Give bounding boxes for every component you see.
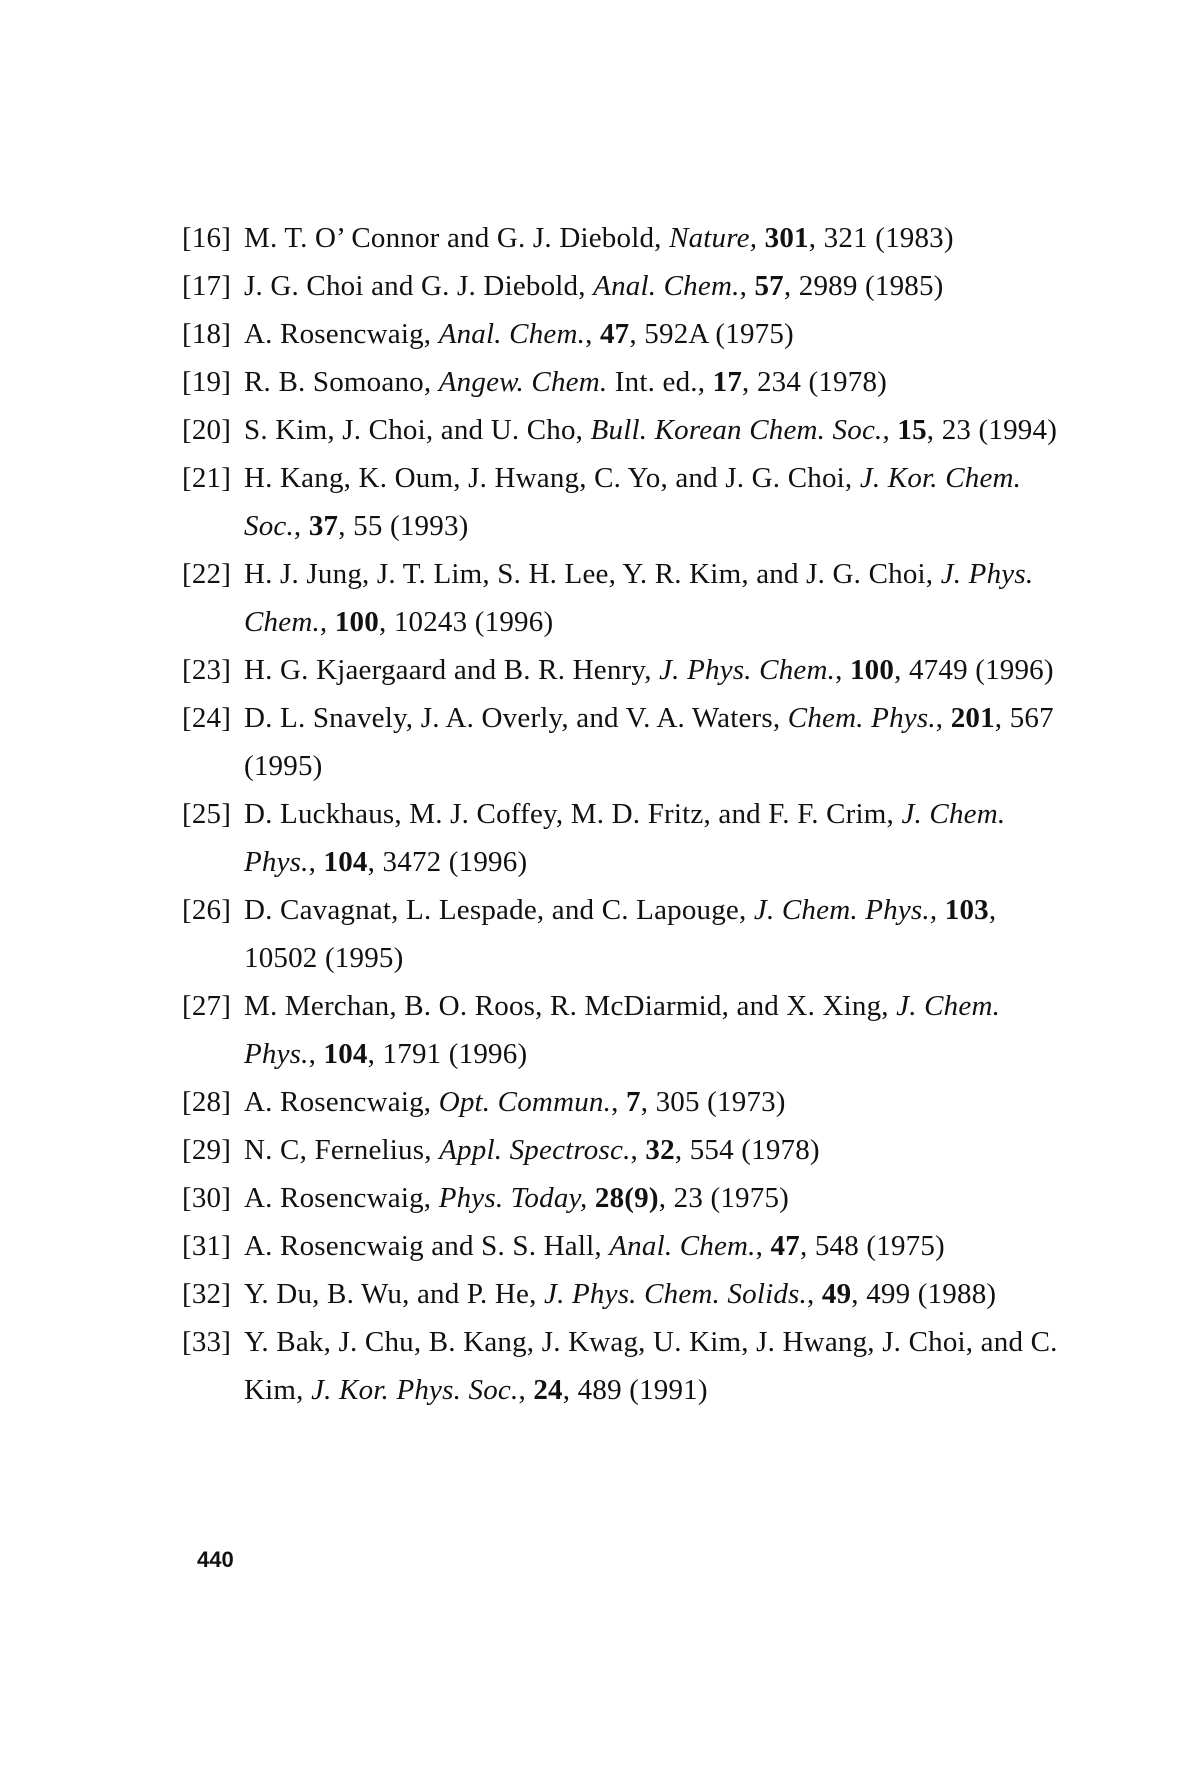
reference-text — [244, 1222, 1062, 1270]
reference-authors: M. Merchan, B. O. Roos, R. McDiarmid, and X. Xing, — [244, 990, 897, 1022]
reference-text — [244, 1318, 1062, 1414]
reference-authors: R. B. Somoano, — [244, 366, 439, 398]
reference-volume: 37 — [308, 510, 339, 542]
reference-volume: 104 — [323, 846, 368, 878]
reference-journal: Angew. Chem. — [438, 366, 608, 398]
reference-journal: Phys. Today, — [438, 1182, 588, 1214]
reference-volume: 49 — [821, 1278, 852, 1310]
reference-text — [244, 406, 1062, 454]
reference-authors: N. C, Fernelius, — [244, 1134, 440, 1166]
reference-separator: Int. ed., — [607, 366, 713, 398]
reference-text — [244, 886, 1062, 982]
reference-item — [182, 1126, 1062, 1174]
reference-text — [244, 358, 1062, 406]
reference-text — [244, 1270, 1062, 1318]
reference-separator: , — [882, 414, 898, 446]
reference-separator: , — [755, 1230, 771, 1262]
reference-text — [244, 790, 1062, 886]
reference-journal: Anal. Chem. — [609, 1230, 756, 1262]
reference-pages-year: , 499 (1988) — [851, 1278, 997, 1310]
reference-journal: J. Phys. Chem. — [659, 654, 836, 686]
reference-journal: Appl. Spectrosc. — [439, 1134, 631, 1166]
reference-separator: , — [319, 606, 335, 638]
reference-volume: 301 — [764, 222, 809, 254]
reference-authors: H. G. Kjaergaard and B. R. Henry, — [244, 654, 660, 686]
reference-volume: 103 — [944, 894, 989, 926]
reference-authors: H. Kang, K. Oum, J. Hwang, C. Yo, and J. G. Choi, — [244, 462, 860, 494]
reference-item — [182, 358, 1062, 406]
reference-journal: Anal. Chem. — [593, 270, 740, 302]
reference-separator: , — [739, 270, 755, 302]
reference-item — [182, 1174, 1062, 1222]
reference-item — [182, 214, 1062, 262]
reference-separator: , — [293, 510, 309, 542]
reference-pages-year: , 3472 (1996) — [367, 846, 528, 878]
reference-pages-year: , 4749 (1996) — [894, 654, 1054, 686]
reference-separator: , — [611, 1086, 626, 1118]
reference-separator: , — [630, 1134, 646, 1166]
reference-number: [27] — [182, 990, 232, 1022]
reference-authors: A. Rosencwaig, — [244, 318, 439, 350]
page-number: 440 — [197, 1547, 234, 1572]
reference-authors: Y. Bak, J. Chu, B. Kang, J. Kwag, U. Kim, J. Hwang, J. Choi, and C. Kim, — [244, 1326, 1058, 1406]
reference-authors: A. Rosencwaig and S. S. Hall, — [244, 1230, 610, 1262]
reference-authors: A. Rosencwaig, — [244, 1182, 439, 1214]
reference-journal: Chem. Phys. — [787, 702, 936, 734]
reference-item — [182, 646, 1062, 694]
reference-volume: 7 — [625, 1086, 641, 1118]
reference-volume: 100 — [334, 606, 379, 638]
reference-separator: , — [308, 846, 324, 878]
reference-number: [26] — [182, 894, 232, 926]
reference-separator: , — [308, 1038, 324, 1070]
reference-number: [24] — [182, 702, 232, 734]
reference-pages-year: , 1791 (1996) — [367, 1038, 528, 1070]
reference-authors: D. Luckhaus, M. J. Coffey, M. D. Fritz, and F. F. Crim, — [244, 798, 902, 830]
reference-journal: Nature, — [669, 222, 758, 254]
reference-item — [182, 1078, 1062, 1126]
reference-item — [182, 1270, 1062, 1318]
reference-text — [244, 550, 1062, 646]
reference-item — [182, 790, 1062, 886]
reference-number: [29] — [182, 1134, 232, 1166]
reference-number: [30] — [182, 1182, 232, 1214]
reference-authors: J. G. Choi and G. J. Diebold, — [244, 270, 594, 302]
reference-item — [182, 1222, 1062, 1270]
reference-number: [33] — [182, 1326, 232, 1358]
reference-journal: Bull. Korean Chem. Soc. — [590, 414, 883, 446]
reference-item — [182, 262, 1062, 310]
reference-item — [182, 694, 1062, 790]
reference-journal: J. Kor. Phys. Soc. — [311, 1374, 519, 1406]
reference-separator — [587, 1182, 594, 1214]
reference-journal: J. Chem. Phys. — [244, 990, 1001, 1070]
reference-pages-year: , 234 (1978) — [742, 366, 888, 398]
reference-list — [182, 214, 1062, 1414]
reference-volume: 47 — [770, 1230, 800, 1262]
reference-journal: J. Phys. Chem. Solids. — [544, 1278, 807, 1310]
reference-number: [19] — [182, 366, 232, 398]
reference-pages-year: , 592A (1975) — [629, 318, 794, 350]
reference-pages-year: , 23 (1994) — [926, 414, 1058, 446]
reference-number: [28] — [182, 1086, 232, 1118]
reference-separator — [757, 222, 764, 254]
reference-item — [182, 982, 1062, 1078]
reference-pages-year: , 548 (1975) — [799, 1230, 945, 1262]
reference-pages-year: , 55 (1993) — [338, 510, 469, 542]
reference-item — [182, 454, 1062, 550]
reference-text — [244, 694, 1062, 790]
reference-volume: 47 — [599, 318, 630, 350]
reference-journal: J. Chem. Phys. — [244, 798, 1006, 878]
reference-pages-year: , 321 (1983) — [808, 222, 954, 254]
reference-number: [22] — [182, 558, 232, 590]
reference-separator: , — [835, 654, 850, 686]
reference-number: [23] — [182, 654, 232, 686]
reference-separator: , — [935, 702, 951, 734]
reference-separator: , — [518, 1374, 534, 1406]
reference-text — [244, 982, 1062, 1078]
reference-pages-year: , 554 (1978) — [674, 1134, 820, 1166]
reference-text — [244, 646, 1062, 694]
reference-text — [244, 1174, 1062, 1222]
reference-text — [244, 1126, 1062, 1174]
reference-volume: 24 — [533, 1374, 563, 1406]
reference-journal: J. Chem. Phys. — [753, 894, 930, 926]
reference-journal: Opt. Commun. — [438, 1086, 612, 1118]
reference-number: [21] — [182, 462, 232, 494]
reference-volume: 17 — [712, 366, 743, 398]
reference-text — [244, 310, 1062, 358]
reference-item — [182, 886, 1062, 982]
reference-number: [25] — [182, 798, 232, 830]
reference-text — [244, 454, 1062, 550]
reference-number: [16] — [182, 222, 232, 254]
reference-separator: , — [806, 1278, 822, 1310]
reference-authors: D. Cavagnat, L. Lespade, and C. Lapouge, — [244, 894, 754, 926]
reference-volume: 15 — [897, 414, 927, 446]
reference-separator: , — [929, 894, 945, 926]
reference-authors: H. J. Jung, J. T. Lim, S. H. Lee, Y. R. Kim, and J. G. Choi, — [244, 558, 941, 590]
reference-text — [244, 214, 1062, 262]
reference-authors: A. Rosencwaig, — [244, 1086, 439, 1118]
reference-volume: 104 — [323, 1038, 368, 1070]
reference-number: [17] — [182, 270, 232, 302]
reference-volume: 57 — [754, 270, 784, 302]
reference-item — [182, 310, 1062, 358]
reference-journal: Anal. Chem. — [438, 318, 586, 350]
reference-volume: 201 — [950, 702, 995, 734]
reference-text — [244, 262, 1062, 310]
reference-number: [20] — [182, 414, 232, 446]
reference-separator: , — [585, 318, 600, 350]
reference-pages-year: , 23 (1975) — [658, 1182, 789, 1214]
reference-volume: 100 — [849, 654, 895, 686]
reference-authors: D. L. Snavely, J. A. Overly, and V. A. Waters, — [244, 702, 788, 734]
reference-number: [31] — [182, 1230, 232, 1262]
reference-pages-year: , 2989 (1985) — [783, 270, 944, 302]
reference-journal: J. Kor. Chem. Soc. — [244, 462, 1022, 542]
reference-authors: S. Kim, J. Choi, and U. Cho, — [244, 414, 591, 446]
reference-volume: 28(9) — [594, 1182, 659, 1214]
reference-pages-year: , 10502 (1995) — [244, 894, 997, 974]
reference-authors: Y. Du, B. Wu, and P. He, — [244, 1278, 545, 1310]
reference-number: [32] — [182, 1278, 232, 1310]
reference-journal: J. Phys. Chem. — [244, 558, 1034, 638]
reference-item — [182, 550, 1062, 646]
reference-item — [182, 406, 1062, 454]
reference-item — [182, 1318, 1062, 1414]
reference-number: [18] — [182, 318, 232, 350]
reference-pages-year: , 489 (1991) — [562, 1374, 708, 1406]
reference-pages-year: , 567 (1995) — [244, 702, 1054, 782]
reference-volume: 32 — [645, 1134, 675, 1166]
reference-pages-year: , 10243 (1996) — [378, 606, 554, 638]
reference-text — [244, 1078, 1062, 1126]
reference-authors: M. T. O’ Connor and G. J. Diebold, — [244, 222, 670, 254]
reference-pages-year: , 305 (1973) — [640, 1086, 786, 1118]
